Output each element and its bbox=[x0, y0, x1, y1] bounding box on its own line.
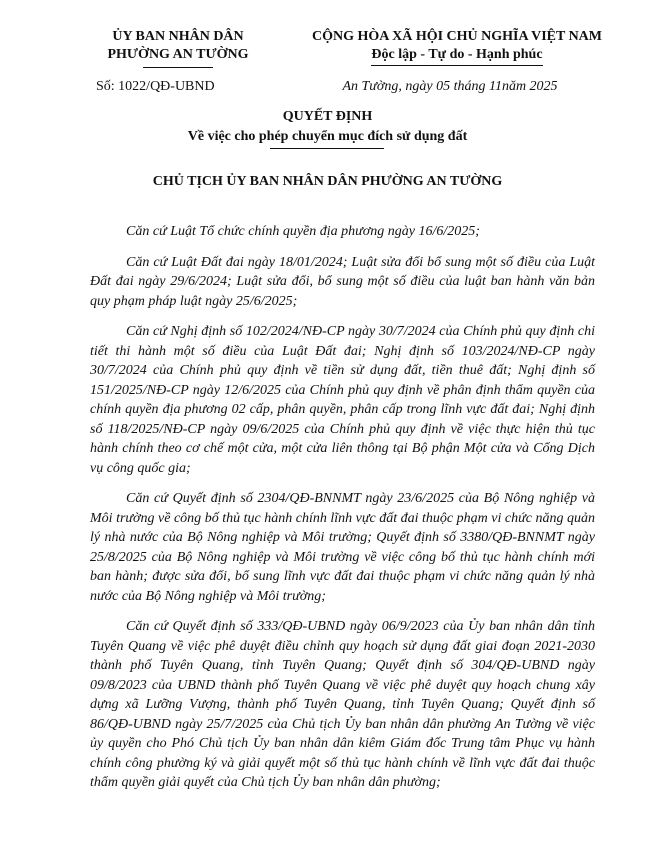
agency-underline bbox=[143, 67, 213, 68]
subtitle-underline bbox=[270, 148, 384, 149]
legal-basis-paragraph: Căn cứ Quyết định số 333/QĐ-UBND ngày 06/9/2023 của Ủy ban nhân dân tỉnh Tuyên Quang về việc phê duyệt điều chỉnh quy hoạch sử dụng đất giai đoạn 2021-2030 thành phố Tuyên Quang, tỉnh Tuyên Quang; Quyết định số 304/QĐ-UBND ngày 09/8/2023 của UBND thành phố Tuyên Quang về việc phê duyệt quy hoạch chung xây dựng xã Lưỡng Vượng, thành phố Tuyên Quang, tỉnh Tuyên Quang; Quyết định số 86/QĐ-UBND ngày 25/7/2025 của Chủ tịch Ủy ban nhân dân phường An Tường về việc ủy quyền cho Phó Chủ tịch Ủy ban nhân dân kiêm Giám đốc Trung tâm Phục vụ hành chính công phường ký và giải quyết một số thủ tục hành chính về lĩnh vực đất đai thuộc thẩm quyền giải quyết của Chủ tịch Ủy ban nhân dân phường; bbox=[90, 619, 595, 790]
legal-basis-paragraph: Căn cứ Nghị định số 102/2024/NĐ-CP ngày 30/7/2024 của Chính phủ quy định chi tiết thi hành một số điều của Luật Đất đai; Nghị định số 103/2024/NĐ-CP ngày 30/7/2024 của Chính phủ quy định về tiền sử dụng đất, tiền thuê đất; Nghị định số 151/2025/NĐ-CP ngày 12/6/2025 của Chính phủ quy định về phân định thẩm quyền của chính quyền địa phương 02 cấp, phân quyền, phân cấp trong lĩnh vực đất đai; Nghị định số 118/2025/NĐ-CP ngày 09/6/2025 của Chính phủ quy định về việc thực hiện thủ tục hành chính theo cơ chế một cửa, một cửa liên thông tại Bộ phận Một cửa và Cổng Dịch vụ công quốc gia; bbox=[90, 324, 595, 476]
agency-line-2: PHƯỜNG AN TƯỜNG bbox=[107, 47, 249, 62]
agency-line-1: ỦY BAN NHÂN DÂN bbox=[112, 29, 244, 44]
document-number: Số: 1022/QĐ-UBND bbox=[96, 79, 215, 94]
issuing-authority: CHỦ TỊCH ỦY BAN NHÂN DÂN PHƯỜNG AN TƯỜNG bbox=[152, 174, 503, 189]
nation-name: CỘNG HÒA XÃ HỘI CHỦ NGHĨA VIỆT NAM bbox=[311, 29, 602, 44]
legal-basis-paragraph: Căn cứ Quyết định số 2304/QĐ-BNNMT ngày 23/6/2025 của Bộ Nông nghiệp và Môi trường về công bố thủ tục hành chính lĩnh vực đất đai thuộc phạm vi chức năng quản lý nhà nước của Bộ Nông nghiệp và Môi trường; Quyết định số 3380/QĐ-BNNMT ngày 25/8/2025 của Bộ Nông nghiệp và Môi trường về việc công bố thủ tục hành chính mới ban hành; được sửa đổi, bổ sung lĩnh vực đất đai thuộc phạm vi chức năng quản lý nhà nước của Bộ Nông nghiệp và Môi trường; bbox=[90, 491, 595, 604]
document-subtitle: Về việc cho phép chuyển mục đích sử dụng đất bbox=[187, 129, 468, 144]
legal-basis-section bbox=[90, 222, 595, 804]
document-title: QUYẾT ĐỊNH bbox=[282, 109, 373, 124]
national-motto: Độc lập - Tự do - Hạnh phúc bbox=[371, 46, 542, 66]
legal-basis-paragraph: Căn cứ Luật Đất đai ngày 18/01/2024; Luật sửa đổi bổ sung một số điều của Luật Đất đai ngày 29/6/2024; Luật sửa đổi, bổ sung một số điều của luật ban hành văn bản quy phạm pháp luật ngày 25/6/2025; bbox=[90, 254, 595, 309]
issuing-agency bbox=[78, 28, 278, 68]
legal-basis-paragraph: Căn cứ Luật Tổ chức chính quyền địa phương ngày 16/6/2025; bbox=[126, 224, 480, 239]
national-heading bbox=[292, 28, 622, 66]
place-date-line: An Tường, ngày 05 tháng 11năm 2025 bbox=[342, 79, 558, 94]
